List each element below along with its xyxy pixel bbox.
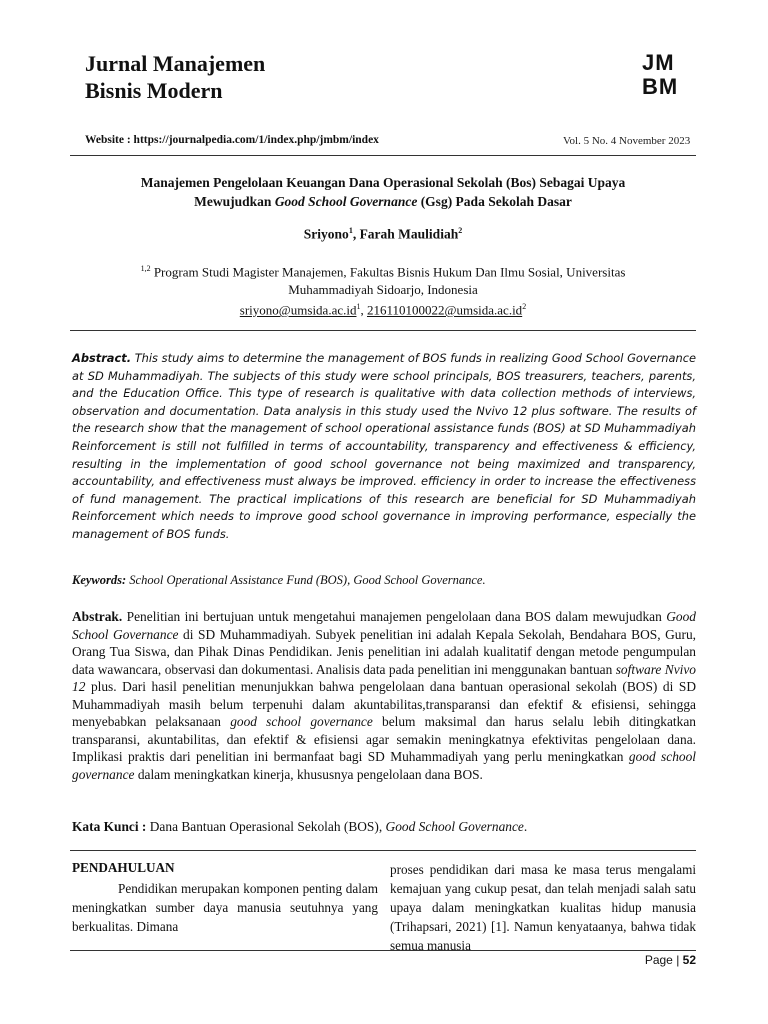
abstrak-text-5: dalam meningkatkan kinerja, khususnya pengelolaan dana BOS. (134, 766, 483, 782)
keywords-label: Keywords: (72, 573, 127, 587)
paper-title-line1: Manajemen Pengelolaan Keuangan Dana Operasional Sekolah (Bos) Sebagai Upaya (140, 175, 626, 190)
abstrak-text-3: plus. Dari hasil penelitian menunjukkan bahwa pengelolaan dana bantuan operasional sekolah (BOS) di SD Muhammadiyah masih belum terpenuhi dalam akuntabilitas,transparansi dan efektif & efisiensi, sehingga menyebabkan pelaksanaan (72, 679, 696, 729)
footer-rule (70, 950, 696, 951)
logo-line2: BM (642, 74, 679, 99)
body-column-left (72, 858, 378, 936)
author-2-sup: 2 (458, 226, 463, 235)
email-2-sup: 2 (522, 302, 527, 312)
email-link-2[interactable]: 216110100022@umsida.ac.id (366, 302, 523, 318)
author-sep: , (352, 226, 360, 242)
keywords-indonesian (72, 819, 696, 835)
abstract-rule (70, 850, 696, 851)
authors (70, 226, 696, 243)
email-sep: , (360, 302, 367, 318)
journal-title (85, 50, 385, 104)
keywords-text: School Operational Assistance Fund (BOS), Good School Governance. (126, 573, 486, 587)
affil-line1: Program Studi Magister Manajemen, Fakultas Bisnis Hukum Dan Ilmu Sosial, Universitas (150, 264, 626, 280)
abstract-text: This study aims to determine the management of BOS funds in realizing Good School Governance at SD Muhammadiyah. The subjects of this study were school principals, BOS treasurers, teachers, parents, and the Education Office. This type of research is qualitative with data collection methods of interviews, observation and documentation. Data analysis in this study used the Nvivo 12 plus software. The results of the research show that the management of school operational assistance funds (BOS) at SD Muhammadiyah Reinforcement is still not fulfilled in terms of accountability, transparency and effectiveness & efficiency, resulting in the implementation of good school governance not being maximized and transparency, accountability, and effectiveness must always be improved. efficiency in order to increase the effectiveness of fund management. The practical implications of this research are beneficial for SD Muhammadiyah Reinforcement which needs to improve good school governance in improving performance, especially the management of BOS funds. (72, 351, 696, 541)
journal-title-line2: Bisnis Modern (85, 78, 223, 103)
abstrak-em-2: software Nvivo 12 (72, 661, 697, 694)
author-2: Farah Maulidiah (359, 226, 459, 242)
journal-logo (642, 51, 702, 99)
abstrak-text-1: Penelitian ini bertujuan untuk mengetahui manajemen pengelolaan dana BOS dalam mewujudkan (122, 609, 667, 624)
page-number-value: 52 (682, 953, 696, 967)
kata-kunci-text: Dana Bantuan Operasional Sekolah (BOS), (146, 819, 386, 834)
email-1-sup: 1 (356, 302, 361, 312)
affil-sup: 1,2 (140, 264, 151, 273)
page-number (606, 953, 696, 967)
abstract-english (72, 350, 696, 544)
journal-volume: Vol. 5 No. 4 November 2023 (563, 135, 691, 147)
affil-line2: Muhammadiyah Sidoarjo, Indonesia (288, 281, 478, 297)
abstrak-text-2: di SD Muhammadiyah. Subyek penelitian ini adalah Kepala Sekolah, Bendahara BOS, Guru, Orang Tua Siswa, dan Pihak Dinas Pendidikan. Jenis penelitian ini adalah kualitatif dengan metode pengumpulan data wawancara, observasi dan dokumentasi. Analisis data pada penelitian ini menggunakan bantuan (72, 626, 696, 677)
abstract-indonesian (72, 608, 696, 783)
abstrak-text-4: belum maksimal dan harus selalu lebih ditingkatkan transparansi, akuntabilitas, dan efektif & efisiensi agar semakin meningkatnya efektivitas pengelolaan dana. Implikasi praktis dari penelitian ini bermanfaat bagi SD Muhammadiyah yang perlu meningkatkan (72, 714, 696, 764)
body-column-right (390, 860, 696, 955)
abstrak-em-1: Good School Governance (72, 609, 696, 642)
section-heading: PENDAHULUAN (72, 860, 175, 875)
header-rule (70, 155, 696, 156)
paper-title-line2 (70, 192, 696, 211)
email-link-1[interactable]: sriyono@umsida.ac.id (239, 302, 357, 318)
author-1-sup: 1 (348, 226, 353, 235)
keywords-english (72, 573, 696, 588)
logo-line1: JM (642, 50, 675, 75)
paper-title (70, 173, 696, 211)
emails (70, 298, 696, 319)
page-label: Page | (644, 953, 683, 967)
journal-title-line1: Jurnal Manajemen (85, 51, 266, 76)
abstrak-label: Abstrak. (72, 609, 123, 624)
body-paragraph-right: proses pendidikan dari masa ke masa terus mengalami kemajuan yang cukup pesat, dan telah menjadi salah satu upaya dalam meningkatkan kualitas hidup manusia (Trihapsari, 2021) [1]. Namun kenyataanya, bahwa tidak semua manusia (390, 862, 696, 953)
body-paragraph-left: Pendidikan merupakan komponen penting dalam meningkatkan sumber daya manusia seutuhnya yang berkualitas. Dimana (72, 881, 378, 934)
title-rule (70, 330, 696, 331)
journal-website[interactable]: Website : https://journalpedia.com/1/index.php/jmbm/index (85, 134, 379, 146)
kata-kunci-end: . (523, 819, 528, 834)
title-text-b: (Gsg) Pada Sekolah Dasar (417, 194, 572, 209)
kata-kunci-label: Kata Kunci : (72, 819, 147, 834)
affiliation (70, 260, 696, 319)
abstrak-em-4: good school governance (72, 749, 696, 782)
abstrak-em-3: good school governance (230, 714, 373, 729)
title-text-em: Good School Governance (274, 194, 418, 209)
title-text-a: Mewujudkan (194, 194, 275, 209)
abstract-label: Abstract. (72, 351, 132, 365)
kata-kunci-em: Good School Governance (385, 819, 524, 834)
author-1: Sriyono (303, 226, 349, 242)
